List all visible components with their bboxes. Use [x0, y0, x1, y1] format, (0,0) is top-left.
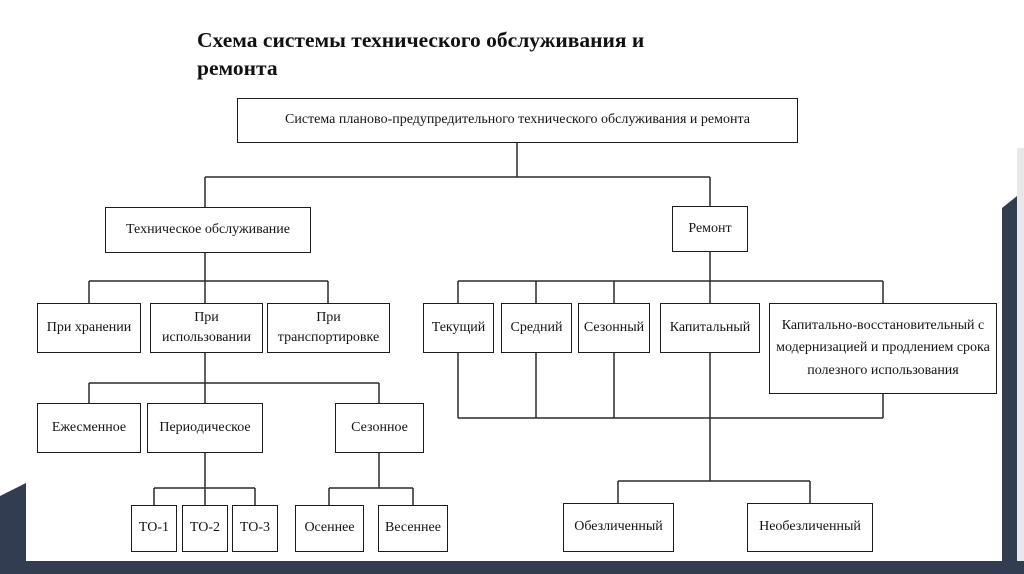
node-seasonal-repair: Сезонный	[578, 303, 650, 353]
connector-root-to-level2	[205, 143, 710, 207]
node-non-impersonal: Необезличенный	[747, 503, 873, 552]
node-periodic: Периодическое	[147, 403, 263, 453]
connector-repair-to-types	[458, 252, 883, 303]
node-spring: Весеннее	[378, 505, 448, 552]
node-capital-repair: Капитальный	[660, 303, 760, 353]
connector-seasonal-to-seasons	[329, 453, 413, 505]
node-medium-repair: Средний	[501, 303, 572, 353]
left-corner-ribbon	[0, 483, 26, 574]
connector-periodic-to-to	[154, 453, 255, 505]
node-usage: При использовании	[150, 303, 263, 353]
node-to-1: ТО-1	[131, 505, 177, 552]
node-impersonal: Обезличенный	[563, 503, 674, 552]
node-capital-restorative-repair: Капитально-восстановительный с модернизацией и продлением срока полезного использования	[769, 303, 997, 394]
node-storage: При хранении	[37, 303, 141, 353]
node-to-3: ТО-3	[232, 505, 278, 552]
node-maintenance: Техническое обслуживание	[105, 207, 311, 253]
node-system: Система планово-предупредительного технического обслуживания и ремонта	[237, 98, 798, 143]
connector-maintenance-to-conditions	[89, 253, 328, 303]
node-transport: При транспортировке	[267, 303, 390, 353]
node-current-repair: Текущий	[423, 303, 494, 353]
connector-usage-to-kinds	[89, 353, 379, 403]
node-per-shift: Ежесменное	[37, 403, 141, 453]
slide-edge-strip	[1017, 148, 1024, 574]
connector-split-impersonal	[618, 481, 810, 503]
node-autumn: Осеннее	[295, 505, 364, 552]
node-repair: Ремонт	[672, 206, 748, 252]
bottom-edge-ribbon	[0, 561, 1024, 574]
slide-title: Схема системы технического обслуживания и ремонта	[197, 28, 645, 80]
node-to-2: ТО-2	[182, 505, 228, 552]
node-seasonal-maintenance: Сезонное	[335, 403, 424, 453]
right-edge-ribbon	[1002, 196, 1017, 574]
